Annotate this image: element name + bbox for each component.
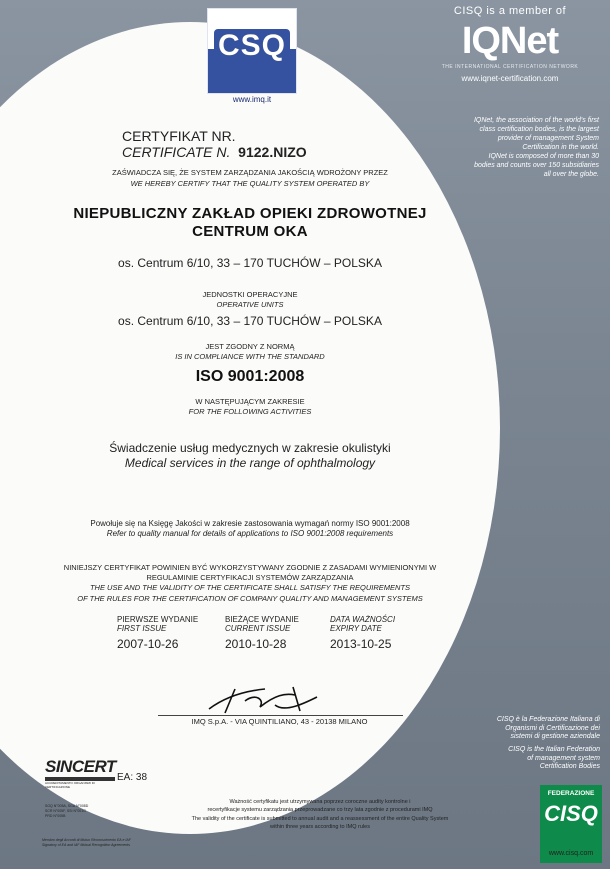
signature-line bbox=[158, 715, 403, 716]
organization-line2: CENTRUM OKA bbox=[192, 223, 308, 240]
activity-pl: Świadczenie usług medycznych w zakresie okulistyki bbox=[109, 441, 391, 455]
cisq-description-it: CISQ è la Federazione Italiana di Organismi di Certificazione dei sistemi di gestione aziendale bbox=[496, 716, 600, 740]
iso-standard: ISO 9001:2008 bbox=[195, 368, 305, 385]
cisq-url[interactable]: www.cisq.com bbox=[548, 850, 594, 857]
imq-url[interactable]: www.imq.it bbox=[232, 95, 272, 104]
csq-logo: CSQ bbox=[207, 8, 297, 94]
rules-pl-2: REGULAMINIE CERTYFIKACJI SYSTEMÓW ZARZĄDZANIA bbox=[146, 573, 354, 582]
validity-note: Ważność certyfikatu jest utrzymywana poprzez coroczne audity kontrolne i recertyfikacje systemu zarządzania przeprowadzane co trzy lata zgodnie z procedurami IMQ The validity of the certificate is submitted to annual audit and a reassessment of the entire Quality System within three years according to IMQ rules bbox=[191, 799, 449, 830]
compliance-pl: JEST ZGODNY Z NORMĄ bbox=[205, 342, 295, 351]
iqnet-network-text: THE INTERNATIONAL CERTIFICATION NETWORK bbox=[441, 64, 579, 70]
current-issue: BIEŻĄCE WYDANIE CURRENT ISSUE 2010-10-28 bbox=[225, 615, 299, 651]
first-issue: PIERWSZE WYDANIE FIRST ISSUE 2007-10-26 bbox=[117, 615, 199, 651]
ea-code: EA: 38 bbox=[117, 772, 148, 783]
rules-pl-1: NINIEJSZY CERTYFIKAT POWINIEN BYĆ WYKORZYSTYWANY ZGODNIE Z ZASADAMI WYMIENIONYMI W bbox=[63, 563, 437, 572]
rules-en-1: THE USE AND THE VALIDITY OF THE CERTIFICATE SHALL SATISFY THE REQUIREMENTS bbox=[89, 583, 411, 592]
activity-en: Medical services in the range of ophthalmology bbox=[124, 456, 376, 470]
signature bbox=[205, 683, 325, 717]
scope-pl: W NASTĘPUJĄCYM ZAKRESIE bbox=[195, 397, 305, 406]
imq-address: IMQ S.p.A. - VIA QUINTILIANO, 43 - 20138 MILANO bbox=[191, 717, 368, 726]
accreditation-codes: SGQ N°005A, SGA N°008D SCR N°005F, SSI N°001G PRD N°005B bbox=[45, 804, 89, 818]
manual-en: Refer to quality manual for details of applications to ISO 9001:2008 requirements bbox=[106, 529, 394, 538]
manual-pl: Powołuje się na Księgę Jakości w zakresie zastosowania wymagań normy ISO 9001:2008 bbox=[90, 519, 410, 528]
certify-pl: ZAŚWIADCZA SIĘ, ŻE SYSTEM ZARZĄDZANIA JAKOŚCIĄ WDROŻONY PRZEZ bbox=[112, 168, 388, 177]
organization-line1: NIEPUBLICZNY ZAKŁAD OPIEKI ZDROWOTNEJ bbox=[73, 205, 427, 222]
expiry-date: DATA WAŻNOŚCI EXPIRY DATE 2013-10-25 bbox=[330, 615, 396, 651]
rules-en-2: OF THE RULES FOR THE CERTIFICATION OF COMPANY QUALITY AND MANAGEMENT SYSTEMS bbox=[77, 594, 423, 603]
iqnet-url[interactable]: www.iqnet-certification.com bbox=[461, 74, 559, 83]
units-pl: JEDNOSTKI OPERACYJNE bbox=[202, 290, 298, 299]
iqnet-member-text: CISQ is a member of bbox=[453, 5, 567, 17]
compliance-en: IS IN COMPLIANCE WITH THE STANDARD bbox=[175, 352, 325, 361]
certificate-label-pl: CERTYFIKAT NR. bbox=[122, 128, 236, 144]
units-address: os. Centrum 6/10, 33 – 170 TUCHÓW – POLSKA bbox=[118, 314, 382, 328]
accreditation-note: Membro degli Accordi di Mutuo Riconoscimento EA e IAF Signatory of EA and IAF Mutual Recognition Agreements bbox=[42, 838, 131, 847]
scope-en: FOR THE FOLLOWING ACTIVITIES bbox=[188, 407, 312, 416]
sincert-logo: SINCERT ACCREDITAMENTO ORGANISMI DI CERTIFICAZIONE bbox=[45, 757, 116, 789]
cisq-federazione-logo: FEDERAZIONE CISQ bbox=[540, 785, 602, 863]
units-en: OPERATIVE UNITS bbox=[216, 300, 284, 309]
iqnet-description: IQNet, the association of the world's first class certification bodies, is the largest provider of management System Certification in the world. IQNet is composed of more than 30 bodies and counts over 150 subsidiaries all over the globe. bbox=[473, 117, 599, 178]
iqnet-logo: IQNet bbox=[461, 20, 559, 62]
certificate-number: 9122.NIZO bbox=[238, 144, 307, 160]
organization-address: os. Centrum 6/10, 33 – 170 TUCHÓW – POLSKA bbox=[118, 256, 382, 270]
certify-en: WE HEREBY CERTIFY THAT THE QUALITY SYSTEM OPERATED BY bbox=[130, 179, 370, 188]
certificate-label-en: CERTIFICATE N. 9122.NIZO bbox=[122, 144, 307, 160]
cisq-description-en: CISQ is the Italian Federation of management system Certification Bodies bbox=[508, 746, 600, 770]
